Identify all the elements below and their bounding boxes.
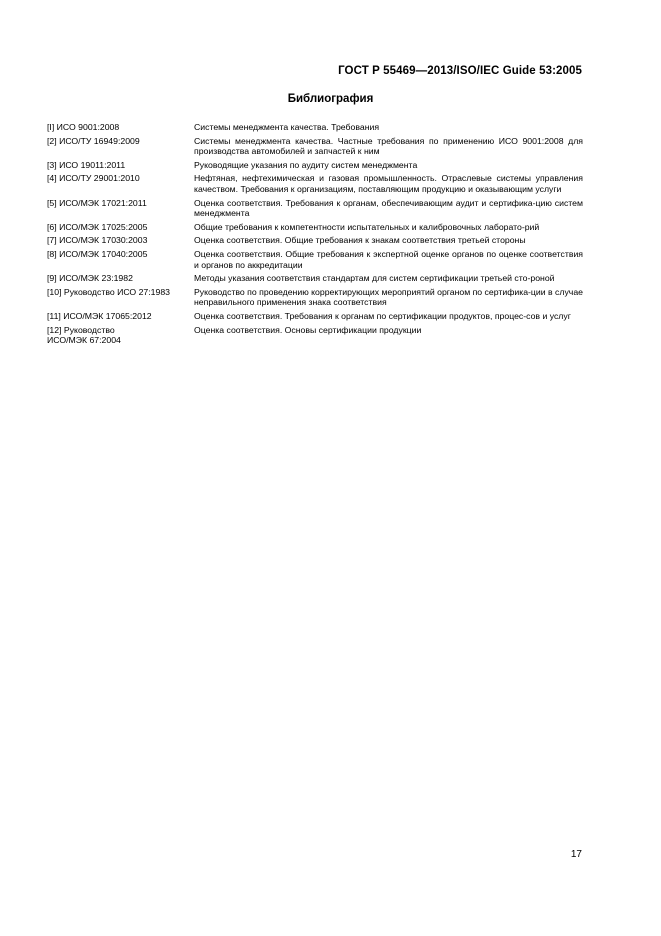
entry-reference: [11] ИСО/МЭК 17065:2012 bbox=[47, 310, 152, 321]
page-number: 17 bbox=[570, 849, 582, 860]
entry-reference: [2] ИСО/ТУ 16949:2009 bbox=[47, 135, 140, 146]
entry-reference: [9] ИСО/МЭК 23:1982 bbox=[47, 273, 133, 284]
entry-description: Оценка соответствия. Требования к органам по сертификации продуктов, процес-сов и услуг bbox=[194, 310, 571, 321]
entry-description: Общие требования к компетентности испытательных и калибровочных лаборато-рий bbox=[194, 221, 540, 232]
entry-description: Оценка соответствия. Общие требования к знакам соответствия третьей стороны bbox=[194, 235, 526, 246]
entry-reference: [10] Руководство ИСО 27:1983 bbox=[47, 286, 170, 297]
entry-description: Руководство по проведению корректирующих мероприятий органом по сертифика-ции в случае неправильного применения знака соответствия bbox=[194, 286, 583, 308]
entry-reference: [5] ИСО/МЭК 17021:2011 bbox=[47, 197, 147, 208]
bibliography-entry bbox=[47, 235, 583, 246]
entry-description: Оценка соответствия. Основы сертификации продукции bbox=[194, 324, 422, 335]
entry-reference: [12] Руководство ИСО/МЭК 67:2004 bbox=[47, 324, 121, 346]
entry-description: Методы указания соответствия стандартам для систем сертификации третьей сто-роной bbox=[194, 273, 555, 284]
entry-reference: [7] ИСО/МЭК 17030:2003 bbox=[47, 235, 148, 246]
bibliography-entry bbox=[47, 122, 583, 133]
bibliography-entry bbox=[47, 198, 583, 219]
standard-code-header: ГОСТ Р 55469—2013/ISO/IEC Guide 53:2005 bbox=[338, 65, 582, 77]
entry-description: Руководящие указания по аудиту систем менеджмента bbox=[194, 159, 418, 170]
bibliography-list bbox=[47, 122, 583, 349]
entry-description: Системы менеджмента качества. Требования bbox=[194, 122, 380, 132]
entry-reference: [4] ИСО/ТУ 29001:2010 bbox=[47, 173, 140, 184]
bibliography-entry bbox=[47, 287, 583, 308]
entry-description: Системы менеджмента качества. Частные требования по применению ИСО 9001:2008 для производства автомобилей и запчастей к ним bbox=[194, 135, 583, 157]
bibliography-entry bbox=[47, 136, 583, 157]
bibliography-entry bbox=[47, 173, 583, 194]
entry-reference: [8] ИСО/МЭК 17040:2005 bbox=[47, 248, 148, 259]
entry-reference: [6] ИСО/МЭК 17025:2005 bbox=[47, 221, 148, 232]
bibliography-entry bbox=[47, 311, 583, 322]
bibliography-entry bbox=[47, 222, 583, 233]
entry-description: Оценка соответствия. Требования к органам, обеспечивающим аудит и сертифика-цию систем менеджмента bbox=[194, 197, 583, 219]
bibliography-entry bbox=[47, 249, 583, 270]
entry-reference: [3] ИСО 19011:2011 bbox=[47, 159, 126, 170]
entry-reference: [I] ИСО 9001:2008 bbox=[47, 122, 120, 132]
entry-description: Нефтяная, нефтехимическая и газовая промышленность. Отраслевые системы управления качеством. Требования к организациям, поставляющим продукцию и оказывающим услуги bbox=[194, 173, 583, 194]
bibliography-entry bbox=[47, 325, 583, 346]
entry-description: Оценка соответствия. Общие требования к экспертной оценке органов по оценке соответствия и органов по аккредитации bbox=[194, 248, 583, 270]
section-title: Библиография bbox=[287, 93, 374, 105]
bibliography-entry bbox=[47, 273, 583, 284]
bibliography-entry bbox=[47, 160, 583, 171]
